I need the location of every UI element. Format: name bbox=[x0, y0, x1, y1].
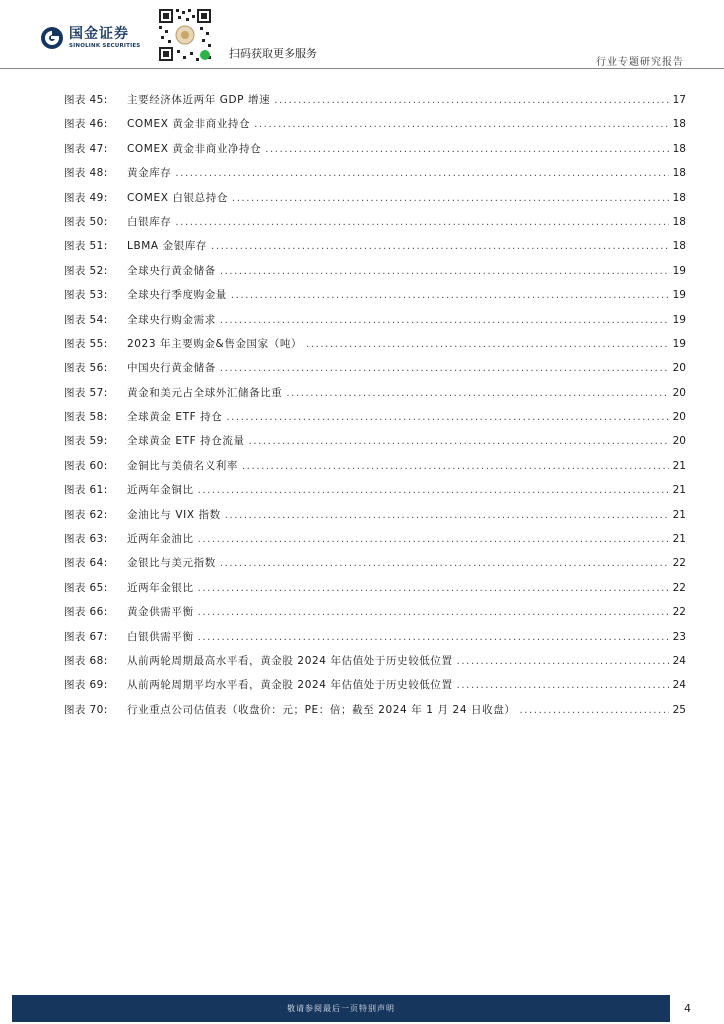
figure-title: 黄金和美元占全球外汇储备比重 bbox=[127, 386, 283, 399]
company-logo bbox=[40, 26, 140, 50]
figure-page-number: 18 bbox=[672, 167, 686, 180]
figure-number: 图表 54: bbox=[64, 313, 108, 326]
figure-title: 全球央行黄金储备 bbox=[127, 264, 216, 277]
qr-caption: 扫码获取更多服务 bbox=[229, 47, 317, 60]
dot-leader bbox=[198, 485, 669, 496]
toc-entry[interactable] bbox=[64, 385, 686, 409]
dot-leader bbox=[242, 461, 669, 472]
logo-emblem-icon bbox=[40, 26, 64, 50]
figure-page-number: 21 bbox=[672, 459, 686, 472]
dot-leader bbox=[220, 363, 669, 374]
figure-number: 图表 53: bbox=[64, 289, 108, 302]
figure-number: 图表 48: bbox=[64, 167, 108, 180]
figure-page-number: 19 bbox=[672, 264, 686, 277]
toc-entry[interactable] bbox=[64, 287, 686, 311]
figure-page-number: 20 bbox=[672, 386, 686, 399]
figure-page-number: 18 bbox=[672, 191, 686, 204]
dot-leader bbox=[220, 315, 669, 326]
figure-title: LBMA 金银库存 bbox=[127, 240, 208, 253]
figure-number: 图表 65: bbox=[64, 581, 108, 594]
figure-number: 图表 55: bbox=[64, 337, 108, 350]
toc-entry[interactable] bbox=[64, 604, 686, 628]
figure-page-number: 22 bbox=[672, 606, 686, 619]
dot-leader bbox=[231, 290, 669, 301]
dot-leader bbox=[198, 607, 669, 618]
toc-entry[interactable] bbox=[64, 580, 686, 604]
toc-entry[interactable] bbox=[64, 482, 686, 506]
figure-page-number: 21 bbox=[672, 533, 686, 546]
figure-title: 黄金供需平衡 bbox=[127, 606, 194, 619]
dot-leader bbox=[286, 388, 668, 399]
toc-entry[interactable] bbox=[64, 629, 686, 653]
figure-title: 中国央行黄金储备 bbox=[127, 362, 216, 375]
dot-leader bbox=[175, 168, 668, 179]
figure-title: 金油比与 VIX 指数 bbox=[127, 508, 221, 521]
report-type-label: 行业专题研究报告 bbox=[596, 57, 684, 68]
dot-leader bbox=[175, 217, 668, 228]
figure-page-number: 21 bbox=[672, 508, 686, 521]
toc-entry[interactable] bbox=[64, 360, 686, 384]
figure-number: 图表 47: bbox=[64, 142, 108, 155]
figure-number: 图表 60: bbox=[64, 459, 108, 472]
figure-number: 图表 57: bbox=[64, 386, 108, 399]
figure-number: 图表 52: bbox=[64, 264, 108, 277]
figure-number: 图表 70: bbox=[64, 703, 108, 716]
figure-title: 行业重点公司估值表（收盘价：元；PE：倍；截至 2024 年 1 月 24 日收盘） bbox=[127, 703, 516, 716]
toc-entry[interactable] bbox=[64, 531, 686, 555]
figure-number: 图表 66: bbox=[64, 606, 108, 619]
dot-leader bbox=[249, 436, 669, 447]
figure-title: 全球央行季度购金量 bbox=[127, 289, 227, 302]
dot-leader bbox=[220, 266, 669, 277]
figure-number: 图表 64: bbox=[64, 557, 108, 570]
toc-entry[interactable] bbox=[64, 433, 686, 457]
toc-entry[interactable] bbox=[64, 409, 686, 433]
figure-page-number: 18 bbox=[672, 240, 686, 253]
toc-entry[interactable] bbox=[64, 653, 686, 677]
dot-leader bbox=[211, 241, 669, 252]
figure-title: 2023 年主要购金&售金国家（吨） bbox=[127, 337, 303, 350]
figure-title: 金铜比与美债名义利率 bbox=[127, 459, 238, 472]
figure-page-number: 25 bbox=[672, 703, 686, 716]
page-number: 4 bbox=[684, 1002, 691, 1015]
figure-title: COMEX 白银总持仓 bbox=[127, 191, 228, 204]
footer-disclaimer-link[interactable]: 敬请参阅最后一页特别声明 bbox=[287, 1004, 395, 1013]
figure-page-number: 23 bbox=[672, 630, 686, 643]
toc-entry[interactable] bbox=[64, 214, 686, 238]
figure-page-number: 22 bbox=[672, 581, 686, 594]
figure-page-number: 17 bbox=[672, 94, 686, 106]
toc-entry[interactable] bbox=[64, 336, 686, 360]
figure-title: 白银库存 bbox=[127, 215, 172, 228]
figure-number: 图表 51: bbox=[64, 240, 108, 253]
figure-number: 图表 45: bbox=[64, 94, 108, 106]
figure-page-number: 19 bbox=[672, 337, 686, 350]
figure-number: 图表 49: bbox=[64, 191, 108, 204]
figure-title: 主要经济体近两年 GDP 增速 bbox=[127, 94, 271, 106]
dot-leader bbox=[226, 412, 668, 423]
header-divider bbox=[0, 68, 724, 69]
logo-chinese-name: 国金证券 bbox=[69, 25, 129, 42]
figure-page-number: 24 bbox=[672, 654, 686, 667]
dot-leader bbox=[457, 680, 669, 691]
toc-entry[interactable] bbox=[64, 702, 686, 726]
figure-page-number: 18 bbox=[672, 118, 686, 131]
figure-page-number: 22 bbox=[672, 557, 686, 570]
dot-leader bbox=[232, 193, 669, 204]
toc-entry[interactable] bbox=[64, 458, 686, 482]
figure-title: 近两年金银比 bbox=[127, 581, 194, 594]
figure-number: 图表 46: bbox=[64, 118, 108, 131]
figure-number: 图表 50: bbox=[64, 215, 108, 228]
figure-title: 金银比与美元指数 bbox=[127, 557, 216, 570]
toc-entry[interactable] bbox=[64, 677, 686, 701]
figure-page-number: 19 bbox=[672, 313, 686, 326]
toc-entry[interactable] bbox=[64, 263, 686, 287]
figure-number: 图表 67: bbox=[64, 630, 108, 643]
toc-entry[interactable] bbox=[64, 312, 686, 336]
dot-leader bbox=[225, 510, 669, 521]
figure-title: 全球黄金 ETF 持仓流量 bbox=[127, 435, 245, 448]
figure-number: 图表 61: bbox=[64, 484, 108, 497]
figure-page-number: 19 bbox=[672, 289, 686, 302]
figure-page-number: 20 bbox=[672, 435, 686, 448]
toc-entry[interactable] bbox=[64, 190, 686, 214]
figure-page-number: 18 bbox=[672, 215, 686, 228]
figure-page-number: 21 bbox=[672, 484, 686, 497]
dot-leader bbox=[198, 534, 669, 545]
figure-page-number: 20 bbox=[672, 411, 686, 424]
figure-page-number: 18 bbox=[672, 142, 686, 155]
toc-entry[interactable] bbox=[64, 507, 686, 531]
figure-number: 图表 59: bbox=[64, 435, 108, 448]
figure-title: 全球黄金 ETF 持仓 bbox=[127, 411, 223, 424]
page-header bbox=[0, 0, 724, 70]
figure-number: 图表 69: bbox=[64, 679, 108, 692]
figure-title: 全球央行购金需求 bbox=[127, 313, 216, 326]
figure-number: 图表 62: bbox=[64, 508, 108, 521]
figure-page-number: 24 bbox=[672, 679, 686, 692]
toc-entry[interactable] bbox=[64, 555, 686, 579]
figure-title: 近两年金油比 bbox=[127, 533, 194, 546]
dot-leader bbox=[198, 583, 669, 594]
dot-leader bbox=[519, 705, 668, 716]
figure-title: 近两年金铜比 bbox=[127, 484, 194, 497]
toc-entry[interactable] bbox=[64, 165, 686, 189]
dot-leader bbox=[306, 339, 669, 350]
dot-leader bbox=[198, 632, 669, 643]
figure-title: COMEX 黄金非商业净持仓 bbox=[127, 142, 262, 155]
toc-entry[interactable] bbox=[64, 92, 686, 116]
footer-bar bbox=[12, 995, 670, 1022]
figure-title: 从前两轮周期平均水平看，黄金股 2024 年估值处于历史较低位置 bbox=[127, 679, 453, 692]
figure-title: COMEX 黄金非商业持仓 bbox=[127, 118, 251, 131]
qr-code-icon[interactable] bbox=[156, 6, 214, 64]
dot-leader bbox=[274, 95, 668, 106]
figure-number: 图表 68: bbox=[64, 654, 108, 667]
figure-page-number: 20 bbox=[672, 362, 686, 375]
figure-title: 白银供需平衡 bbox=[127, 630, 194, 643]
figure-number: 图表 56: bbox=[64, 362, 108, 375]
figure-number: 图表 58: bbox=[64, 411, 108, 424]
toc-entry[interactable] bbox=[64, 116, 686, 140]
toc-entry[interactable] bbox=[64, 141, 686, 165]
dot-leader bbox=[220, 558, 669, 569]
figure-title: 黄金库存 bbox=[127, 167, 172, 180]
dot-leader bbox=[265, 144, 668, 155]
logo-english-name: SINOLINK SECURITIES bbox=[69, 42, 141, 49]
dot-leader bbox=[254, 119, 669, 130]
toc-entry[interactable] bbox=[64, 238, 686, 262]
figure-number: 图表 63: bbox=[64, 533, 108, 546]
dot-leader bbox=[457, 656, 669, 667]
figure-title: 从前两轮周期最高水平看，黄金股 2024 年估值处于历史较低位置 bbox=[127, 654, 453, 667]
figure-index-list bbox=[64, 92, 686, 726]
